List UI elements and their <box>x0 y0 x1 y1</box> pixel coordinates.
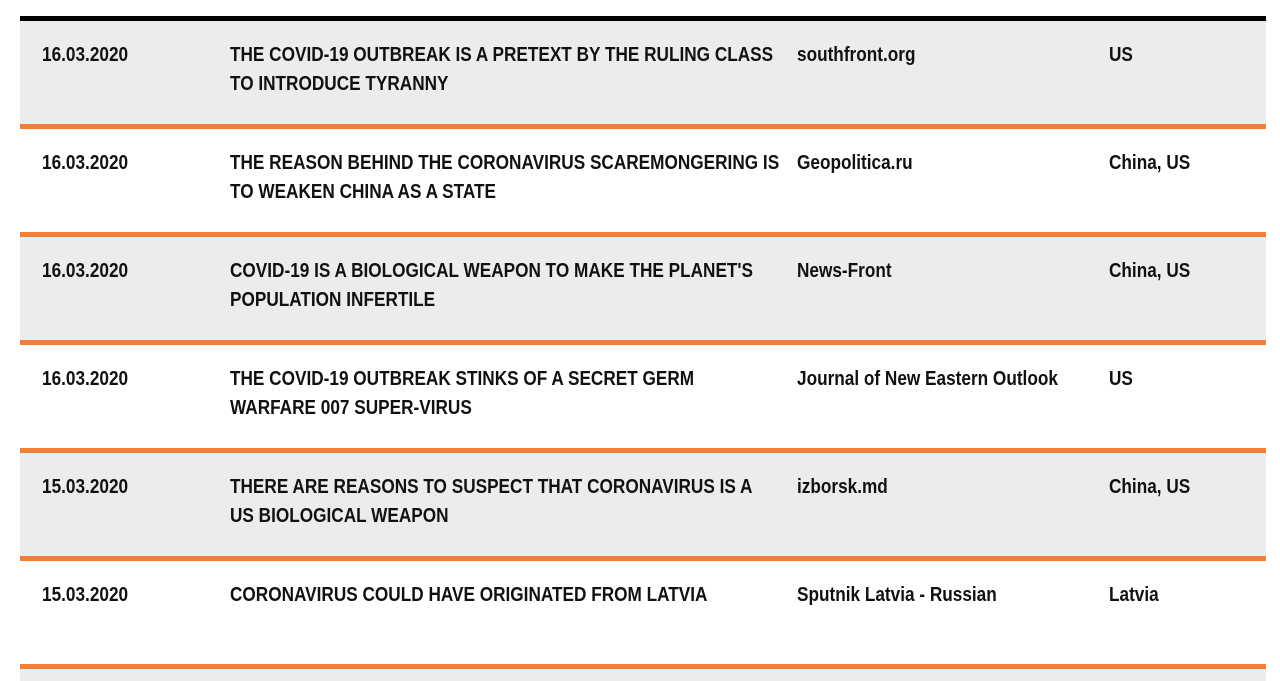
table-row[interactable] <box>20 21 1266 129</box>
row-outlet: Geopolitica.ru <box>797 152 913 174</box>
row-country: US <box>1109 368 1133 390</box>
row-outlet: Journal of New Eastern Outlook <box>797 368 1058 390</box>
row-claim-title[interactable]: THERE ARE REASONS TO SUSPECT THAT CORONAVIRUS IS A US BIOLOGICAL WEAPON <box>230 476 752 527</box>
row-claim-title[interactable]: THE COVID-19 OUTBREAK STINKS OF A SECRET GERM WARFARE 007 SUPER-VIRUS <box>230 368 695 419</box>
row-claim-title[interactable]: THE COVID-19 OUTBREAK IS A PRETEXT BY THE RULING CLASS TO INTRODUCE TYRANNY <box>230 44 774 95</box>
table-row[interactable] <box>20 453 1266 561</box>
row-claim-title[interactable]: COVID-19 IS A BIOLOGICAL WEAPON TO MAKE THE PLANET'S POPULATION INFERTILE <box>230 260 754 311</box>
row-outlet: News-Front <box>797 260 892 282</box>
table-row[interactable] <box>20 237 1266 345</box>
row-country: China, US <box>1109 152 1191 174</box>
row-country: China, US <box>1109 476 1191 498</box>
row-outlet: izborsk.md <box>797 476 888 498</box>
row-country: China, US <box>1109 260 1191 282</box>
table-row[interactable] <box>20 345 1266 453</box>
row-country: US <box>1109 44 1133 66</box>
row-date: 15.03.2020 <box>42 476 129 498</box>
row-date: 16.03.2020 <box>42 152 129 174</box>
row-outlet: southfront.org <box>797 44 916 66</box>
row-date: 16.03.2020 <box>42 260 129 282</box>
next-row-partial <box>20 669 1266 681</box>
row-date: 15.03.2020 <box>42 584 129 606</box>
row-claim-title[interactable]: THE REASON BEHIND THE CORONAVIRUS SCAREMONGERING IS TO WEAKEN CHINA AS A STATE <box>230 152 780 203</box>
table-row[interactable] <box>20 561 1266 669</box>
table-row[interactable] <box>20 129 1266 237</box>
row-date: 16.03.2020 <box>42 44 129 66</box>
row-outlet: Sputnik Latvia - Russian <box>797 584 997 606</box>
row-country: Latvia <box>1109 584 1159 606</box>
row-date: 16.03.2020 <box>42 368 129 390</box>
row-claim-title[interactable]: CORONAVIRUS COULD HAVE ORIGINATED FROM LATVIA <box>230 584 708 606</box>
disinfo-cases-table <box>20 16 1266 681</box>
